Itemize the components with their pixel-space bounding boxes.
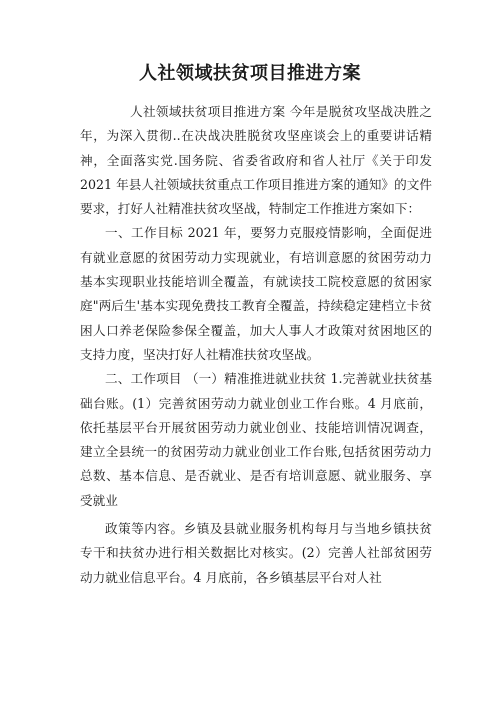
policy-paragraph: 政策等内容。乡镇及县就业服务机构每月与当地乡镇扶贫专干和扶贫办进行相关数据比对核实。(2）完善人社部贫困劳动力就业信息平台。4 月底前，各乡镇基层平台对人社	[80, 521, 432, 585]
work-goal-paragraph: 一、工作目标 2021 年，要努力克服疫情影响，全面促进有就业意愿的贫困劳动力实现就业，有培训意愿的贫困劳动力基本实现职业技能培训全覆盖，有就读技工院校意愿的贫困家庭"两后生'基本实现免费技工教育全覆盖，持续稳定建档立卡贫困人口养老保险参保全覆盖，加大人事人才政策对贫困地区的支持力度，坚决打好人社精准扶贫攻坚战。	[80, 225, 432, 362]
document-title: 人社领域扶贫项目推进方案	[139, 63, 361, 84]
document-body	[80, 100, 432, 590]
intro-paragraph: 人社领域扶贫项目推进方案 今年是脱贫攻坚战决胜之年，为深入贯彻..在决战决胜脱贫攻坚座谈会上的重要讲话精神，全面落实党.国务院、省委省政府和省人社厅《关于印发2021 年县人社领域扶贫重点工作项目推进方案的通知》的文件要求，打好人社精准扶贫攻坚战，特制定工作推进方案如下：	[80, 104, 432, 217]
work-items-paragraph: 二、工作项目 （一）精准推进就业扶贫 1.完善就业扶贫基础台账。(1）完善贫困劳动力就业创业工作台账。4 月底前，依托基层平台开展贫困劳动力就业创业、技能培训情况调查，建立全县统一的贫困劳动力就业创业工作台账,包括贫困劳动力总数、基本信息、是否就业、是否有培训意愿、就业服务、享受就业	[80, 371, 432, 508]
